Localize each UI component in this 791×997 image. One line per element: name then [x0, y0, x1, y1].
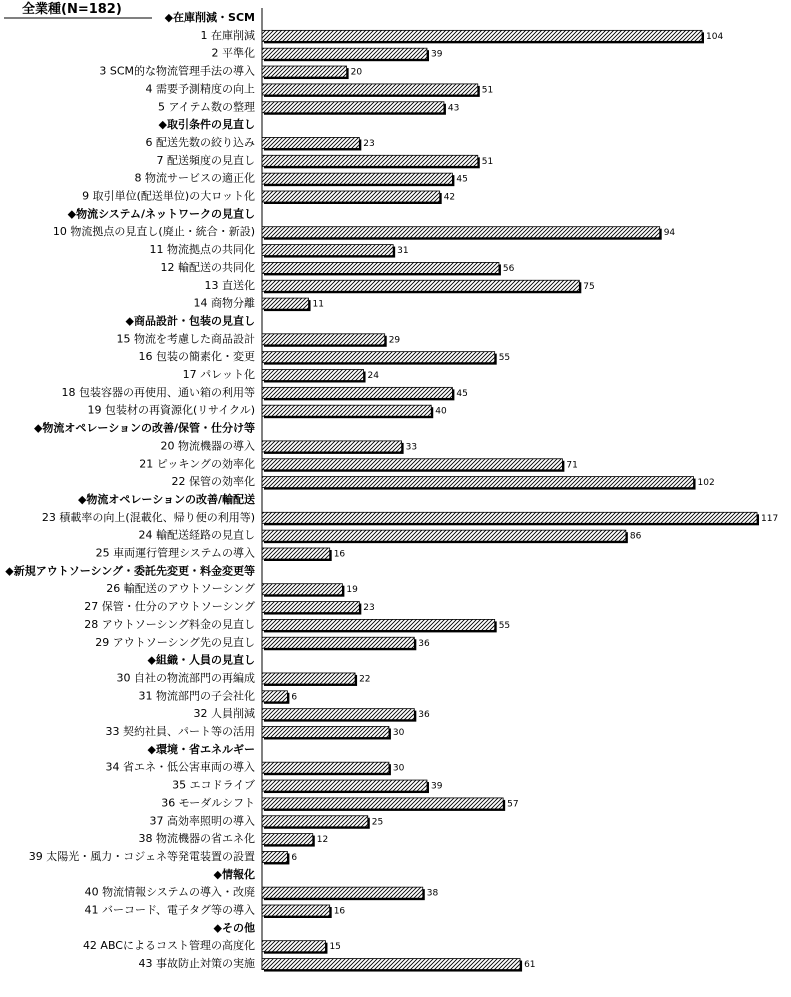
data-label: 36	[418, 638, 430, 649]
bar	[262, 155, 478, 166]
category-label: 16 包装の簡素化・変更	[138, 350, 255, 364]
bar	[262, 548, 330, 559]
bar	[262, 673, 355, 684]
data-label: 86	[629, 531, 642, 542]
data-label: 102	[697, 478, 715, 489]
group-label: ◆環境・省エネルギー	[147, 742, 255, 756]
category-label: 43 事故防止対策の実施	[138, 957, 255, 971]
bar	[262, 137, 359, 148]
group-label: ◆その他	[213, 921, 255, 935]
bar	[262, 637, 414, 648]
category-label: 5 アイテム数の整理	[158, 100, 255, 114]
data-label: 55	[498, 620, 511, 631]
bar	[262, 727, 389, 738]
bar	[262, 512, 757, 523]
bar	[262, 280, 579, 291]
data-label: 23	[363, 138, 375, 149]
data-label: 104	[706, 31, 724, 42]
category-label: 13 直送化	[204, 278, 255, 292]
data-label: 30	[392, 728, 405, 738]
category-label: 38 物流機器の省エネ化	[138, 832, 255, 846]
data-label: 117	[761, 513, 779, 524]
category-label: 24 輸配送経路の見直し	[138, 528, 255, 542]
category-label: 17 パレット化	[182, 368, 255, 381]
data-label: 15	[329, 942, 341, 953]
data-label: 16	[333, 549, 346, 560]
bar	[262, 298, 309, 309]
bar	[262, 959, 520, 970]
bar	[262, 387, 452, 398]
category-label: 12 輸配送の共同化	[160, 260, 255, 274]
bar	[262, 834, 313, 845]
data-label: 22	[359, 674, 371, 685]
bar	[262, 48, 427, 59]
data-label: 71	[566, 460, 578, 471]
data-label: 25	[371, 817, 384, 828]
bar	[262, 102, 444, 113]
bar	[262, 30, 702, 41]
category-label: 21 ピッキングの効率化	[139, 457, 255, 471]
data-label: 39	[431, 781, 443, 792]
category-label: 8 物流サービスの適正化	[134, 171, 255, 185]
data-label: 12	[316, 835, 329, 846]
bar	[262, 780, 427, 791]
bar	[262, 905, 330, 916]
data-label: 29	[388, 335, 401, 346]
data-label: 19	[346, 585, 358, 596]
category-label: 6 配送先数の絞り込み	[145, 135, 255, 149]
category-label: 19 包装材の再資源化(リサイクル)	[87, 403, 255, 417]
data-label: 51	[481, 156, 494, 167]
category-label: 40 物流情報システムの導入・改廃	[84, 885, 255, 899]
data-label: 94	[663, 228, 676, 239]
data-label: 39	[431, 49, 443, 60]
category-label: 7 配送頻度の見直し	[156, 153, 255, 167]
bar	[262, 619, 495, 630]
bar	[262, 602, 359, 613]
data-label: 45	[456, 174, 468, 185]
category-label: 20 物流機器の導入	[160, 439, 255, 453]
bar	[262, 84, 478, 95]
data-label: 23	[363, 603, 375, 614]
category-label: 9 取引単位(配送単位)の大ロット化	[82, 189, 255, 203]
data-label: 31	[397, 246, 409, 257]
category-label: 37 高効率照明の導入	[149, 814, 255, 828]
category-label: 27 保管・仕分のアウトソーシング	[84, 600, 255, 614]
data-label: 16	[333, 906, 346, 917]
bar	[262, 941, 325, 952]
bar	[262, 530, 626, 541]
category-label: 18 包装容器の再使用、通い箱の利用等	[61, 385, 255, 399]
data-label: 57	[507, 799, 519, 810]
data-label: 38	[426, 888, 439, 899]
bar	[262, 441, 402, 452]
data-label: 30	[392, 763, 405, 774]
category-label: 42 ABCによるコスト管理の高度化	[82, 939, 255, 953]
bar	[262, 245, 393, 256]
bar	[262, 459, 562, 470]
category-label: 15 物流を考慮した商品設計	[116, 332, 255, 346]
category-label: 10 物流拠点の見直し(廃止・統合・新設)	[52, 225, 255, 239]
data-label: 24	[367, 371, 379, 381]
chart-title: 全業種(N=182)	[22, 2, 122, 17]
category-label: 3 SCM的な物流管理手法の導入	[99, 64, 255, 78]
bar	[262, 262, 499, 273]
bar	[262, 352, 495, 363]
category-label: 35 エコドライブ	[172, 778, 255, 792]
data-label: 45	[456, 388, 468, 399]
category-label: 30 自社の物流部門の再編成	[116, 671, 255, 685]
group-label: ◆商品設計・包装の見直し	[125, 314, 255, 328]
bar	[262, 691, 287, 702]
data-label: 51	[481, 85, 494, 96]
data-label: 11	[312, 299, 324, 310]
category-label: 25 車両運行管理システムの導入	[95, 546, 255, 560]
category-label: 34 省エネ・低公害車両の導入	[105, 760, 255, 774]
group-label: ◆物流オペレーションの改善/保管・仕分け等	[33, 421, 255, 435]
bar	[262, 762, 389, 773]
group-label: ◆物流システム/ネットワークの見直し	[67, 207, 255, 221]
bar	[262, 584, 342, 595]
category-label: 32 人員削減	[193, 707, 255, 721]
bar	[262, 227, 660, 238]
data-label: 36	[418, 710, 430, 721]
bar	[262, 709, 414, 720]
data-label: 20	[350, 67, 363, 78]
group-label: ◆組織・人員の見直し	[147, 653, 255, 667]
bar	[262, 334, 385, 345]
bar	[262, 173, 452, 184]
group-label: ◆在庫削減・SCM	[164, 11, 255, 24]
category-label: 36 モーダルシフト	[161, 796, 255, 810]
group-label: ◆新規アウトソーシング・委託先変更・料金変更等	[5, 564, 255, 578]
bar	[262, 816, 368, 827]
category-label: 26 輸配送のアウトソーシング	[106, 582, 255, 596]
category-label: 28 アウトソーシング料金の見直し	[84, 617, 255, 631]
category-label: 14 商物分離	[193, 296, 255, 310]
category-label: 23 積載率の向上(混載化、帰り便の利用等)	[41, 510, 255, 524]
category-label: 4 需要予測精度の向上	[145, 82, 255, 96]
category-label: 1 在庫削減	[200, 28, 255, 42]
category-label: 33 契約社員、パート等の活用	[105, 725, 255, 738]
data-label: 40	[435, 406, 447, 417]
data-label: 56	[502, 263, 515, 274]
data-label: 43	[447, 103, 460, 114]
data-label: 61	[524, 960, 536, 971]
category-label: 29 アウトソーシング先の見直し	[95, 635, 255, 649]
bar	[262, 66, 347, 77]
bar	[262, 887, 423, 898]
category-label: 2 平準化	[211, 46, 255, 60]
bar	[262, 370, 364, 381]
group-label: ◆取引条件の見直し	[158, 118, 255, 132]
category-label: 11 物流拠点の共同化	[149, 243, 255, 257]
category-label: 41 バーコード、電子タグ等の導入	[84, 903, 255, 917]
group-label: ◆情報化	[213, 867, 255, 881]
bar	[262, 191, 440, 202]
bar	[262, 851, 287, 862]
category-label: 22 保管の効率化	[171, 475, 255, 489]
data-label: 55	[498, 353, 511, 364]
bar	[262, 798, 503, 809]
category-label: 31 物流部門の子会社化	[138, 689, 255, 703]
bar	[262, 405, 431, 416]
data-label: 33	[405, 442, 418, 453]
data-label: 6	[291, 852, 298, 863]
group-label: ◆物流オペレーションの改善/輸配送	[77, 492, 255, 506]
bar	[262, 477, 694, 488]
data-label: 75	[583, 281, 595, 292]
category-label: 39 太陽光・風力・コジェネ等発電装置の設置	[28, 849, 255, 863]
data-label: 6	[291, 692, 298, 703]
data-label: 42	[443, 192, 456, 203]
